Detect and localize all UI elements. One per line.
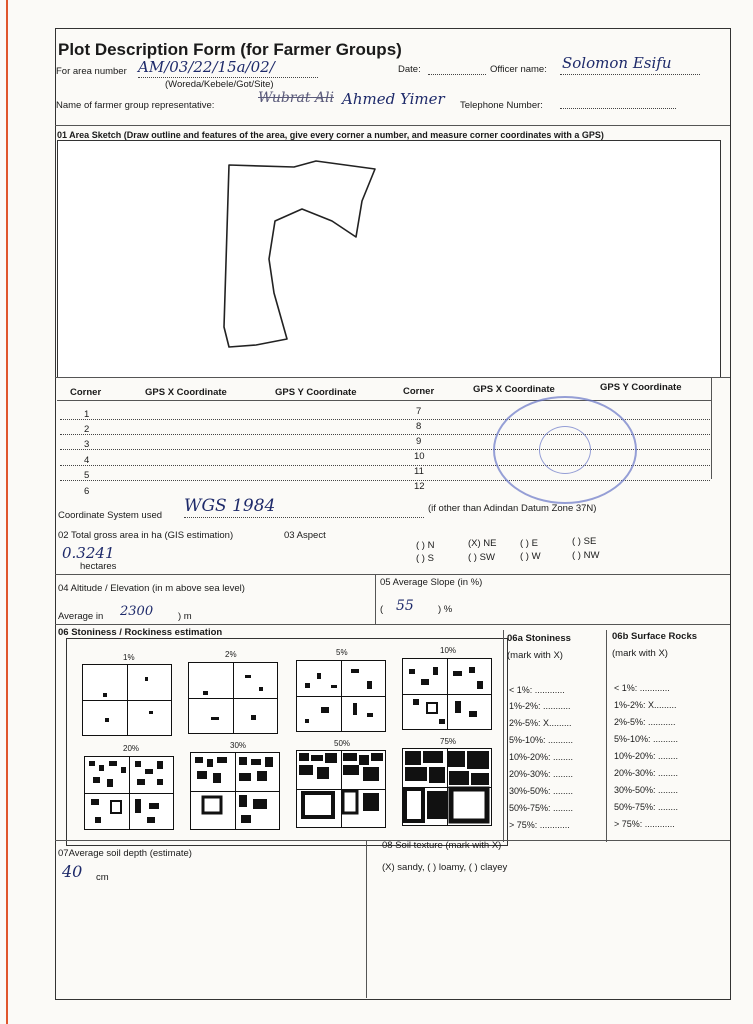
coord-system-label: Coordinate System used [58, 510, 163, 521]
col-header-corner-2: Corner [403, 386, 435, 397]
divider [606, 630, 607, 842]
date-line [428, 74, 486, 75]
coord-system-value: WGS 1984 [184, 496, 276, 516]
rep-struck-text: Wubrat Ali [258, 90, 334, 106]
coord-system-note: (if other than Adindan Datum Zone 37N) [428, 503, 597, 514]
corner-3: 3 [84, 439, 90, 450]
tile-label-50: 50% [334, 739, 351, 748]
officer-label: Officer name: [490, 64, 547, 75]
phone-line [560, 108, 676, 109]
stoniness-a-item: < 1%: ............ [509, 685, 565, 695]
stoniness-tile-75 [402, 748, 492, 826]
margin-line [6, 0, 8, 1024]
corner-5: 5 [84, 470, 90, 481]
aspect-sw: ( ) SW [468, 552, 495, 563]
area-number-value: AM/03/22/15a/02/ [138, 58, 275, 76]
slope-label: 05 Average Slope (in %) [380, 577, 483, 588]
stoniness-a-item: > 75%: ............ [509, 820, 570, 830]
divider [711, 377, 712, 479]
sketch-box [57, 140, 721, 378]
stoniness-a-item: 1%-2%: ........... [509, 701, 571, 711]
aspect-ne: (X) NE [468, 538, 497, 549]
aspect-e: ( ) E [520, 538, 538, 549]
stoniness-a-item: 20%-30%: ........ [509, 769, 574, 779]
tile-label-75: 75% [440, 737, 457, 746]
stoniness-tile-1 [82, 664, 172, 736]
officer-line [560, 74, 700, 75]
col-header-gpsx-2: GPS X Coordinate [473, 384, 555, 395]
surface-rocks-item: 10%-20%: ........ [614, 751, 679, 761]
altitude-avg-label: Average in [58, 611, 104, 622]
stoniness-label: 06 Stoniness / Rockiness estimation [58, 627, 223, 638]
surface-rocks-item: < 1%: ............ [614, 683, 670, 693]
stoniness-a-item: 50%-75%: ........ [509, 803, 574, 813]
tile-label-20: 20% [123, 744, 140, 753]
corner-1: 1 [84, 409, 90, 420]
rep-label: Name of farmer group representative: [56, 100, 215, 111]
slope-open-paren: ( [380, 604, 384, 615]
stoniness-a-item: 2%-5%: X......... [509, 718, 572, 728]
stoniness-a-item: 5%-10%: .......... [509, 735, 574, 745]
surface-rocks-item: > 75%: ............ [614, 819, 675, 829]
stoniness-tile-30 [190, 752, 280, 830]
divider [366, 840, 367, 998]
stoniness-col-a-title: 06a Stoniness [507, 633, 571, 644]
soil-depth-label: 07Average soil depth (estimate) [58, 848, 192, 859]
aspect-nw: ( ) NW [572, 550, 600, 561]
stoniness-tile-10 [402, 658, 492, 730]
surface-rocks-item: 30%-50%: ........ [614, 785, 679, 795]
tile-label-30: 30% [230, 741, 247, 750]
stoniness-tile-5 [296, 660, 386, 732]
rep-value: Ahmed Yimer [342, 90, 445, 108]
soil-texture-value: (X) sandy, ( ) loamy, ( ) clayey [382, 862, 508, 873]
corner-9: 9 [416, 436, 422, 447]
divider [503, 630, 504, 842]
divider [375, 574, 376, 624]
slope-unit: ) % [438, 604, 453, 615]
official-stamp [493, 396, 637, 504]
stoniness-a-item: 10%-20%: ........ [509, 752, 574, 762]
stoniness-tile-2 [188, 662, 278, 734]
area-number-label: For area number [56, 66, 127, 77]
divider [55, 574, 730, 575]
divider [55, 624, 730, 625]
divider [57, 400, 712, 401]
corner-10: 10 [414, 451, 425, 462]
tile-label-5: 5% [336, 648, 348, 657]
altitude-value: 2300 [120, 604, 154, 619]
tile-label-2: 2% [225, 650, 237, 659]
col-header-corner-1: Corner [70, 387, 102, 398]
aspect-se: ( ) SE [572, 536, 597, 547]
soil-depth-unit: cm [96, 872, 109, 883]
divider [55, 125, 730, 126]
stoniness-col-b-title: 06b Surface Rocks [612, 631, 698, 642]
surface-rocks-item: 5%-10%: .......... [614, 734, 679, 744]
col-header-gpsy-1: GPS Y Coordinate [275, 387, 357, 398]
sketch-label: 01 Area Sketch (Draw outline and features of the area, give every corner a number, and measure corner coordinates with a GPS) [57, 130, 604, 140]
stoniness-col-a-sub: (mark with X) [507, 650, 563, 661]
corner-2: 2 [84, 424, 90, 435]
corner-8: 8 [416, 421, 422, 432]
corner-4: 4 [84, 455, 90, 466]
surface-rocks-item: 20%-30%: ........ [614, 768, 679, 778]
altitude-label: 04 Altitude / Elevation (in m above sea level) [58, 583, 245, 594]
corner-7: 7 [416, 406, 422, 417]
coord-system-line [184, 517, 424, 518]
col-header-gpsy-2: GPS Y Coordinate [600, 382, 682, 393]
phone-label: Telephone Number: [460, 100, 543, 111]
surface-rocks-item: 2%-5%: ........... [614, 717, 676, 727]
area-unit: hectares [80, 561, 117, 572]
aspect-label: 03 Aspect [284, 530, 326, 541]
aspect-n: ( ) N [416, 540, 435, 551]
surface-rocks-item: 50%-75%: ........ [614, 802, 679, 812]
surface-rocks-item: 1%-2%: X......... [614, 700, 677, 710]
stoniness-tile-20 [84, 756, 174, 830]
tile-label-10: 10% [440, 646, 457, 655]
col-header-gpsx-1: GPS X Coordinate [145, 387, 227, 398]
tile-label-1: 1% [123, 653, 135, 662]
area-number-line [138, 77, 318, 78]
area-label: 02 Total gross area in ha (GIS estimation) [58, 530, 234, 541]
aspect-w: ( ) W [520, 551, 541, 562]
area-number-sub: (Woreda/Kebele/Got/Site) [165, 79, 274, 90]
stoniness-col-b-sub: (mark with X) [612, 648, 668, 659]
corner-12: 12 [414, 481, 425, 492]
slope-value: 55 [396, 598, 414, 614]
altitude-unit: ) m [178, 611, 192, 622]
aspect-s: ( ) S [416, 553, 434, 564]
plot-outline-drawing [58, 141, 720, 377]
soil-texture-label: 08 Soil texture (mark with X) [382, 840, 502, 851]
officer-value: Solomon Esifu [562, 54, 672, 72]
area-value: 0.3241 [62, 544, 115, 562]
corner-6: 6 [84, 486, 90, 497]
corner-11: 11 [414, 466, 424, 477]
divider [55, 377, 730, 378]
form-title: Plot Description Form (for Farmer Groups) [58, 40, 402, 59]
stoniness-a-item: 30%-50%: ........ [509, 786, 574, 796]
stoniness-tile-50 [296, 750, 386, 828]
soil-depth-value: 40 [62, 862, 83, 881]
date-label: Date: [398, 64, 421, 75]
